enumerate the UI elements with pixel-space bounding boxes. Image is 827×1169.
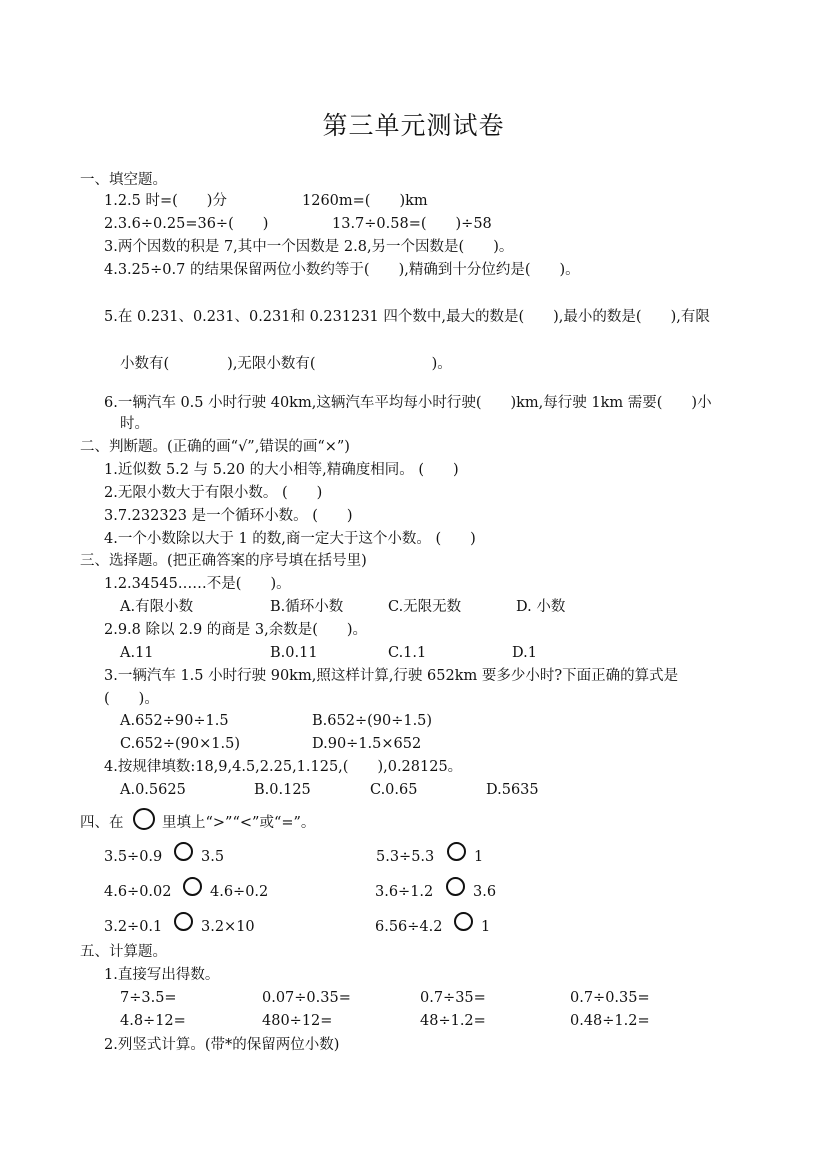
- option-3-1-c: C.无限无数: [388, 599, 462, 615]
- calc-1-3: 0.7÷35=: [420, 990, 486, 1006]
- compare-2-left: 5.3÷5.3: [376, 849, 435, 865]
- section-heading-true-false: 二、判断题。(正确的画“√”,错误的画“×”): [80, 439, 350, 455]
- question-3-2: 2.9.8 除以 2.9 的商是 3,余数是( )。: [104, 622, 368, 638]
- calc-1-2: 0.07÷0.35=: [262, 990, 351, 1006]
- question-1-2b: 13.7÷0.58=( )÷58: [332, 216, 492, 232]
- section-heading-compare-a: 四、在: [80, 815, 124, 831]
- option-3-2-b: B.0.11: [270, 645, 318, 661]
- calc-2-1: 4.8÷12=: [120, 1013, 186, 1029]
- section-heading-compare-b: 里填上“>”“<”或“=”。: [162, 815, 316, 831]
- question-3-1: 1.2.34545……不是( )。: [104, 576, 291, 592]
- question-5-2: 2.列竖式计算。(带*的保留两位小数): [104, 1037, 340, 1053]
- calc-1-4: 0.7÷0.35=: [570, 990, 650, 1006]
- question-3-3-line1: 3.一辆汽车 1.5 小时行驶 90km,照这样计算,行驶 652km 要多少小时?下面正确的算式是: [104, 668, 679, 684]
- compare-1-circle[interactable]: [174, 842, 193, 861]
- question-2-3: 3.7.232323 是一个循环小数。 ( ): [104, 508, 353, 524]
- compare-5-left: 3.2÷0.1: [104, 919, 163, 935]
- question-3-3-line2: ( )。: [104, 691, 159, 707]
- compare-6-circle[interactable]: [454, 912, 473, 931]
- compare-4-circle[interactable]: [446, 877, 465, 896]
- calc-2-2: 480÷12=: [262, 1013, 333, 1029]
- option-3-1-d: D. 小数: [516, 599, 566, 615]
- option-3-1-a: A.有限小数: [120, 599, 194, 615]
- compare-1-left: 3.5÷0.9: [104, 849, 163, 865]
- compare-3-left: 4.6÷0.02: [104, 884, 172, 900]
- question-1-2a: 2.3.6÷0.25=36÷( ): [104, 216, 269, 232]
- compare-5-right: 3.2×10: [201, 919, 255, 935]
- calc-2-4: 0.48÷1.2=: [570, 1013, 650, 1029]
- option-3-4-c: C.0.65: [370, 782, 418, 798]
- compare-6-right: 1: [481, 919, 491, 935]
- option-3-4-d: D.5635: [486, 782, 539, 798]
- question-1-1b: 1260m=( )km: [302, 193, 428, 209]
- question-1-5-line1: 5.在 0.231、0.231、0.231和 0.231231 四个数中,最大的数是( ),最小的数是( ),有限: [104, 309, 710, 325]
- page-title: 第三单元测试卷: [322, 111, 505, 140]
- question-2-1: 1.近似数 5.2 与 5.20 的大小相等,精确度相同。 ( ): [104, 462, 459, 478]
- question-1-6-line2: 时。: [120, 416, 149, 432]
- section-heading-calculation: 五、计算题。: [80, 944, 167, 960]
- circle-icon: [133, 808, 155, 830]
- question-1-1a: 1.2.5 时=( )分: [104, 193, 227, 209]
- option-3-3-c: C.652÷(90×1.5): [120, 736, 240, 752]
- question-2-2: 2.无限小数大于有限小数。 ( ): [104, 485, 323, 501]
- option-3-4-b: B.0.125: [254, 782, 311, 798]
- option-3-1-b: B.循环小数: [270, 599, 344, 615]
- compare-4-left: 3.6÷1.2: [375, 884, 434, 900]
- question-2-4: 4.一个小数除以大于 1 的数,商一定大于这个小数。 ( ): [104, 531, 476, 547]
- compare-1-right: 3.5: [201, 849, 225, 865]
- section-heading-multiple-choice: 三、选择题。(把正确答案的序号填在括号里): [80, 553, 367, 569]
- option-3-3-b: B.652÷(90÷1.5): [312, 713, 433, 729]
- question-1-6-line1: 6.一辆汽车 0.5 小时行驶 40km,这辆汽车平均每小时行驶( )km,每行驶 1km 需要( )小: [104, 395, 712, 411]
- option-3-2-c: C.1.1: [388, 645, 427, 661]
- compare-2-circle[interactable]: [447, 842, 466, 861]
- option-3-3-a: A.652÷90÷1.5: [120, 713, 229, 729]
- calc-2-3: 48÷1.2=: [420, 1013, 486, 1029]
- option-3-2-a: A.11: [120, 645, 154, 661]
- compare-2-right: 1: [474, 849, 484, 865]
- compare-3-circle[interactable]: [183, 877, 202, 896]
- question-5-1: 1.直接写出得数。: [104, 967, 220, 983]
- question-3-4: 4.按规律填数:18,9,4.5,2.25,1.125,( ),0.28125。: [104, 759, 463, 775]
- question-1-4: 4.3.25÷0.7 的结果保留两位小数约等于( ),精确到十分位约是( )。: [104, 262, 580, 278]
- compare-4-right: 3.6: [473, 884, 497, 900]
- compare-5-circle[interactable]: [174, 912, 193, 931]
- option-3-3-d: D.90÷1.5×652: [312, 736, 422, 752]
- question-1-5-line2: 小数有( ),无限小数有( )。: [120, 356, 452, 372]
- compare-6-left: 6.56÷4.2: [375, 919, 443, 935]
- calc-1-1: 7÷3.5=: [120, 990, 177, 1006]
- section-heading-fill-blank: 一、填空题。: [80, 172, 167, 188]
- compare-3-right: 4.6÷0.2: [210, 884, 269, 900]
- option-3-4-a: A.0.5625: [120, 782, 186, 798]
- question-1-3: 3.两个因数的积是 7,其中一个因数是 2.8,另一个因数是( )。: [104, 239, 514, 255]
- option-3-2-d: D.1: [512, 645, 537, 661]
